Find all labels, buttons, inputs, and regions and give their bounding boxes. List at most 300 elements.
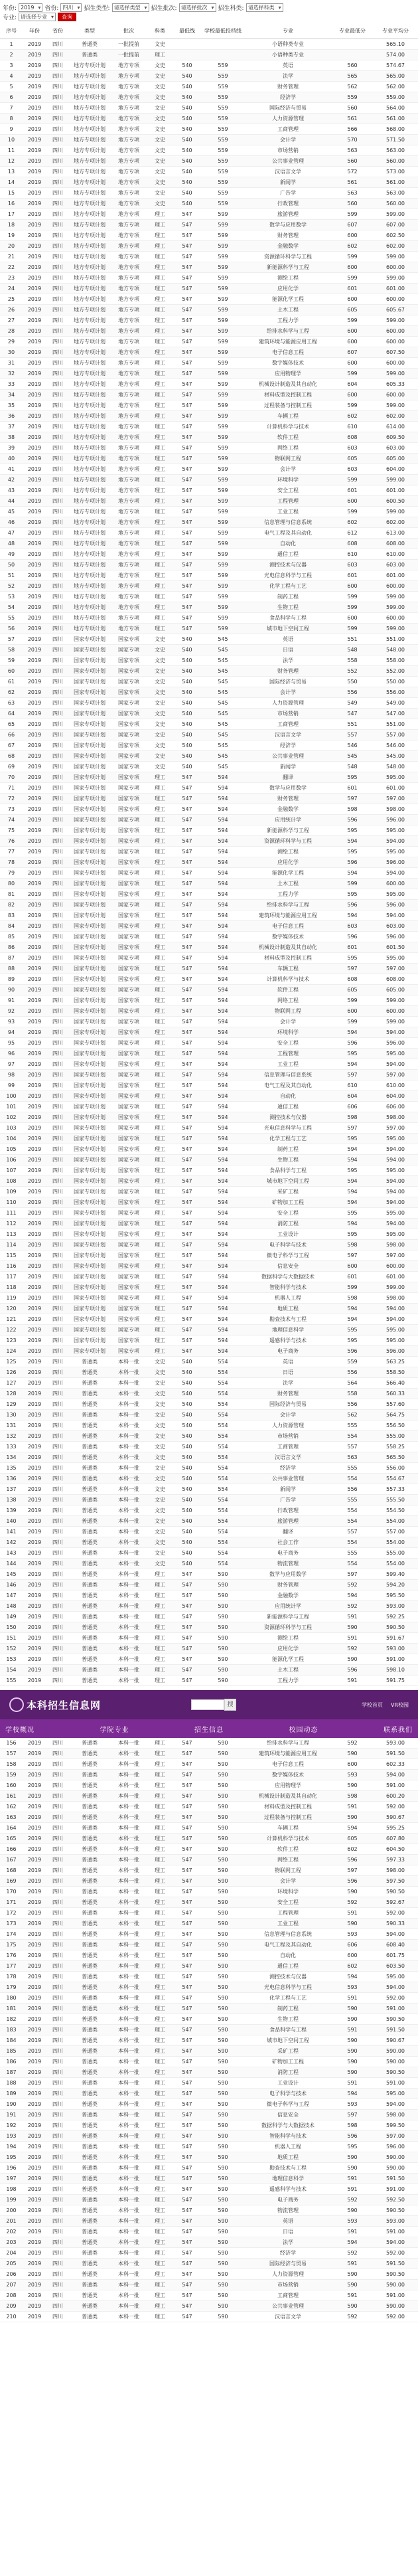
table-cell: 国家专项: [110, 1176, 147, 1187]
table-cell: 四川: [46, 2174, 69, 2184]
table-cell: 四川: [46, 879, 69, 889]
table-row: [0, 825, 418, 836]
table-cell: 国家专项计划: [69, 889, 110, 900]
table-cell: 149: [0, 1612, 23, 1622]
province-select[interactable]: 四川 ▾: [60, 3, 82, 12]
table-cell: 2019: [23, 135, 46, 145]
table-cell: 四川: [46, 1865, 69, 1876]
table-cell: 554.00: [373, 1516, 418, 1527]
table-cell: 140: [0, 1516, 23, 1527]
table-cell: 本科一批: [110, 2046, 147, 2057]
table-cell: 公共事业管理: [244, 2301, 332, 2312]
table-cell: 107: [0, 1165, 23, 1176]
nav-item-majors[interactable]: 学院专业: [100, 1726, 129, 1734]
table-cell: 2019: [23, 2227, 46, 2237]
table-cell: 590: [332, 2280, 373, 2290]
table-cell: 602: [332, 1961, 373, 1972]
table-cell: 554: [202, 1367, 244, 1378]
table-cell: 普通类: [69, 2046, 110, 2057]
table-cell: [202, 50, 244, 60]
table-cell: 3: [0, 60, 23, 71]
table-cell: 理工: [147, 1770, 173, 1780]
table-cell: 590: [202, 2004, 244, 2014]
table-cell: 599: [202, 315, 244, 326]
table-cell: 理工: [147, 2163, 173, 2174]
table-row: [0, 1654, 418, 1665]
table-cell: 2019: [23, 1038, 46, 1049]
table-cell: 文史: [147, 655, 173, 666]
table-cell: 2019: [23, 1791, 46, 1802]
table-cell: 广告学: [244, 1495, 332, 1505]
table-cell: 本科一批: [110, 2004, 147, 2014]
table-cell: 四川: [46, 2163, 69, 2174]
table-cell: 理工: [147, 209, 173, 220]
table-cell: 590: [202, 2248, 244, 2259]
table-cell: 594: [202, 1250, 244, 1261]
table-cell: 软件工程: [244, 432, 332, 443]
table-cell: 565.00: [373, 71, 418, 82]
table-cell: 556.00: [373, 687, 418, 698]
table-cell: 财务管理: [244, 794, 332, 804]
table-cell: 地方专项: [110, 199, 147, 209]
table-cell: 地方专项计划: [69, 475, 110, 485]
table-cell: 604: [332, 1091, 373, 1102]
table-cell: 地方专项: [110, 369, 147, 379]
table-cell: 77: [0, 847, 23, 857]
table-cell: 554: [202, 1474, 244, 1484]
table-cell: 94: [0, 1027, 23, 1038]
table-cell: 95: [0, 1038, 23, 1049]
table-row: [0, 71, 418, 82]
table-cell: 理工: [147, 454, 173, 464]
table-cell: 理工: [147, 1834, 173, 1844]
table-cell: 2019: [23, 252, 46, 262]
table-cell: 614.00: [373, 422, 418, 432]
table-cell: 光电信息科学与工程: [244, 570, 332, 581]
table-cell: 理工: [147, 570, 173, 581]
table-cell: 547: [173, 1325, 202, 1335]
table-cell: 111: [0, 1208, 23, 1219]
table-cell: 土木工程: [244, 1665, 332, 1675]
table-cell: 547: [173, 422, 202, 432]
table-cell: 84: [0, 921, 23, 932]
table-cell: 566: [332, 124, 373, 135]
table-cell: 547: [173, 1346, 202, 1357]
table-row: [0, 879, 418, 889]
table-cell: 理工: [147, 2290, 173, 2301]
table-cell: 理工: [147, 1229, 173, 1240]
table-cell: 本科一批: [110, 1495, 147, 1505]
table-cell: 600: [332, 326, 373, 337]
table-cell: 本科一批: [110, 1633, 147, 1644]
table-cell: 四川: [46, 613, 69, 624]
table-cell: 547: [173, 2195, 202, 2205]
nav-item-admissions[interactable]: 招生信息: [194, 1726, 224, 1734]
table-cell: 559: [202, 114, 244, 124]
table-cell: 国家专项计划: [69, 1293, 110, 1304]
table-cell: 109: [0, 1187, 23, 1197]
table-cell: 599: [202, 411, 244, 422]
table-cell: 2019: [23, 995, 46, 1006]
table-cell: 552: [332, 666, 373, 677]
table-cell: 68: [0, 751, 23, 762]
table-cell: 普通类: [69, 1516, 110, 1527]
table-cell: 地方专项计划: [69, 209, 110, 220]
table-row: [0, 847, 418, 857]
table-cell: 116: [0, 1261, 23, 1272]
table-cell: 547: [173, 2248, 202, 2259]
table-cell: 547: [173, 400, 202, 411]
nav-item-news[interactable]: 校园动态: [289, 1726, 318, 1734]
table-cell: 文史: [147, 645, 173, 655]
table-cell: 590: [202, 2152, 244, 2163]
table-cell: 四川: [46, 1335, 69, 1346]
table-cell: 四川: [46, 1420, 69, 1431]
table-cell: 597.00: [373, 1123, 418, 1134]
table-cell: 547: [173, 1187, 202, 1197]
table-cell: 地质工程: [244, 1304, 332, 1314]
table-cell: 594: [202, 995, 244, 1006]
table-cell: 590: [332, 2057, 373, 2067]
table-cell: 理工: [147, 1908, 173, 1919]
table-cell: 590: [332, 2205, 373, 2216]
table-row: [0, 613, 418, 624]
table-cell: 540: [173, 1474, 202, 1484]
table-cell: 普通类: [69, 1791, 110, 1802]
link-vr[interactable]: VR校园: [390, 1701, 409, 1708]
table-cell: 595.00: [373, 889, 418, 900]
table-cell: 四川: [46, 1972, 69, 1982]
table-cell: 602: [332, 241, 373, 252]
table-cell: 工程力学: [244, 315, 332, 326]
table-cell: 人力资源管理: [244, 698, 332, 709]
table-cell: 四川: [46, 230, 69, 241]
table-cell: 52: [0, 581, 23, 592]
table-cell: 590: [202, 1622, 244, 1633]
table-cell: 560: [332, 60, 373, 71]
header-search-button[interactable]: 搜: [224, 1699, 236, 1711]
table-cell: 国家专项: [110, 1102, 147, 1112]
table-cell: 理工: [147, 2035, 173, 2046]
table-cell: 普通类: [69, 2174, 110, 2184]
nav-item-contact[interactable]: 联系我们: [383, 1726, 413, 1734]
table-cell: 547: [173, 369, 202, 379]
table-cell: 2019: [23, 1070, 46, 1080]
table-cell: 2019: [23, 1495, 46, 1505]
table-cell: 562.00: [373, 82, 418, 92]
table-row: [0, 2152, 418, 2163]
table-cell: 604: [332, 379, 373, 390]
table-cell: 2019: [23, 2110, 46, 2120]
table-cell: 144: [0, 1559, 23, 1569]
table-cell: 2019: [23, 92, 46, 103]
table-cell: 599: [202, 443, 244, 454]
table-cell: 559.00: [373, 92, 418, 103]
table-cell: 598.00: [373, 1293, 418, 1304]
table-cell: 智能科学与技术: [244, 1282, 332, 1293]
table-cell: 四川: [46, 2248, 69, 2259]
table-cell: 文史: [147, 92, 173, 103]
table-cell: 国家专项计划: [69, 974, 110, 985]
table-cell: 2019: [23, 1474, 46, 1484]
table-cell: 572: [332, 167, 373, 177]
table-cell: 2019: [23, 1780, 46, 1791]
table-cell: 国家专项: [110, 794, 147, 804]
table-cell: 547: [173, 1855, 202, 1865]
table-row: [0, 1272, 418, 1282]
table-cell: 四川: [46, 1187, 69, 1197]
table-cell: 2019: [23, 464, 46, 475]
table-cell: 547: [173, 2216, 202, 2227]
table-cell: 建筑环境与能源应用工程: [244, 910, 332, 921]
table-cell: 547: [173, 2099, 202, 2110]
table-cell: 化学工程与工艺: [244, 581, 332, 592]
table-cell: 四川: [46, 103, 69, 114]
table-cell: 理工: [147, 794, 173, 804]
table-cell: 591: [332, 2078, 373, 2089]
table-cell: 594: [332, 1059, 373, 1070]
batch-select[interactable]: 请选择批次 ▾: [179, 3, 216, 12]
table-cell: 国家专项: [110, 1208, 147, 1219]
table-cell: 国家专项: [110, 964, 147, 974]
table-cell: 594: [332, 836, 373, 847]
table-cell: 210: [0, 2312, 23, 2322]
table-cell: 普通类: [69, 1484, 110, 1495]
table-row: [0, 1812, 418, 1823]
table-cell: 四川: [46, 560, 69, 570]
table-cell: 596.00: [373, 857, 418, 868]
table-cell: 地方专项: [110, 475, 147, 485]
subject-select[interactable]: 请选择科类 ▾: [246, 3, 283, 12]
table-cell: 四川: [46, 517, 69, 528]
table-cell: 四川: [46, 2237, 69, 2248]
table-cell: 四川: [46, 2216, 69, 2227]
table-cell: 591.50: [373, 1749, 418, 1759]
column-header: 类型: [69, 23, 110, 39]
table-cell: 157: [0, 1749, 23, 1759]
table-cell: 590: [202, 2110, 244, 2120]
table-cell: 4: [0, 71, 23, 82]
table-cell: 601.00: [373, 485, 418, 496]
table-cell: 554: [202, 1389, 244, 1399]
table-cell: 理工: [147, 1982, 173, 1993]
table-cell: 562: [332, 82, 373, 92]
table-cell: 590: [202, 2078, 244, 2089]
header-search-input[interactable]: [191, 1699, 224, 1710]
table-cell: 四川: [46, 1250, 69, 1261]
table-cell: 592.67: [373, 1897, 418, 1908]
table-cell: 新闻学: [244, 1484, 332, 1495]
table-cell: 547: [173, 464, 202, 475]
table-cell: 四川: [46, 92, 69, 103]
table-cell: 普通类: [69, 2280, 110, 2290]
table-cell: 590: [332, 2067, 373, 2078]
table-cell: 理工: [147, 1823, 173, 1834]
table-cell: 国家专项: [110, 719, 147, 730]
table-cell: 国家专项计划: [69, 1346, 110, 1357]
table-cell: 601: [332, 284, 373, 294]
table-row: [0, 241, 418, 252]
table-cell: 普通类: [69, 1389, 110, 1399]
table-cell: 理工: [147, 2142, 173, 2152]
table-cell: 四川: [46, 2014, 69, 2025]
table-cell: 本科一批: [110, 1601, 147, 1612]
table-cell: 生物工程: [244, 1155, 332, 1165]
table-cell: 557: [332, 1527, 373, 1537]
table-cell: 600.00: [373, 390, 418, 400]
link-home[interactable]: 学校首页: [361, 1701, 383, 1708]
table-cell: 590: [202, 1675, 244, 1686]
table-cell: 普通类: [69, 1823, 110, 1834]
table-cell: 理工: [147, 783, 173, 794]
table-cell: 四川: [46, 1017, 69, 1027]
table-cell: 548: [332, 762, 373, 772]
table-cell: 理工: [147, 1176, 173, 1187]
table-cell: 理工: [147, 517, 173, 528]
table-cell: 四川: [46, 762, 69, 772]
table-cell: 四川: [46, 2227, 69, 2237]
table-cell: 151: [0, 1633, 23, 1644]
table-cell: 地方专项计划: [69, 262, 110, 273]
table-cell: 地方专项: [110, 167, 147, 177]
table-cell: 10: [0, 135, 23, 145]
table-cell: 599.00: [373, 1282, 418, 1293]
table-cell: 四川: [46, 1144, 69, 1155]
table-cell: 本科一批: [110, 2174, 147, 2184]
table-cell: 2019: [23, 1325, 46, 1335]
table-cell: 547: [173, 454, 202, 464]
table-cell: 2019: [23, 114, 46, 124]
table-cell: 594: [332, 1027, 373, 1038]
table-cell: 地方专项: [110, 624, 147, 634]
table-cell: 城市地下空间工程: [244, 624, 332, 634]
table-cell: 四川: [46, 634, 69, 645]
table-cell: 547: [173, 1675, 202, 1686]
major-select[interactable]: 请选择专业 ▾: [19, 13, 56, 21]
table-cell: 食品科学与工程: [244, 2025, 332, 2035]
table-row: [0, 1908, 418, 1919]
table-cell: 601.00: [373, 284, 418, 294]
table-row: [0, 1197, 418, 1208]
table-cell: 609.50: [373, 432, 418, 443]
table-cell: 文史: [147, 1367, 173, 1378]
table-cell: 564.75: [373, 1410, 418, 1420]
table-cell: 2019: [23, 1208, 46, 1219]
table-cell: 2019: [23, 1420, 46, 1431]
table-cell: 四川: [46, 114, 69, 124]
table-cell: 四川: [46, 1112, 69, 1123]
table-cell: 国家专项计划: [69, 953, 110, 964]
table-row: [0, 1834, 418, 1844]
score-table-part-2: [0, 1738, 418, 2322]
table-cell: 547: [173, 2280, 202, 2290]
table-cell: 547: [173, 252, 202, 262]
table-cell: 2019: [23, 294, 46, 305]
table-cell: 四川: [46, 687, 69, 698]
table-cell: 四川: [46, 1908, 69, 1919]
table-cell: 普通类: [69, 39, 110, 50]
table-cell: 四川: [46, 1612, 69, 1622]
table-cell: 547: [173, 1897, 202, 1908]
table-cell: 地方专项: [110, 82, 147, 92]
table-row: [0, 517, 418, 528]
table-cell: 地方专项计划: [69, 517, 110, 528]
table-cell: 本科一批: [110, 1919, 147, 1929]
table-row: [0, 624, 418, 634]
type-select[interactable]: 请选择类型 ▾: [112, 3, 149, 12]
table-cell: 本科一批: [110, 2227, 147, 2237]
table-cell: 文史: [147, 188, 173, 199]
table-cell: 607.00: [373, 220, 418, 230]
table-cell: 文史: [147, 762, 173, 772]
table-cell: 594.00: [373, 2099, 418, 2110]
table-cell: 地方专项: [110, 315, 147, 326]
table-cell: 597.00: [373, 1070, 418, 1080]
table-body-b: [0, 1738, 418, 2322]
nav-item-about[interactable]: 学校概况: [5, 1726, 35, 1734]
table-cell: 547: [173, 857, 202, 868]
table-row: [0, 1389, 418, 1399]
table-cell: 理工: [147, 910, 173, 921]
table-cell: 国家专项: [110, 762, 147, 772]
table-cell: 四川: [46, 1644, 69, 1654]
table-row: [0, 1791, 418, 1802]
table-row: [0, 2120, 418, 2131]
table-row: [0, 1346, 418, 1357]
table-cell: 603: [332, 443, 373, 454]
table-cell: 四川: [46, 1601, 69, 1612]
table-cell: 39: [0, 443, 23, 454]
table-cell: 财务管理: [244, 666, 332, 677]
table-cell: 594: [332, 1187, 373, 1197]
site-logo[interactable]: [9, 1697, 101, 1712]
table-cell: 599.00: [373, 1017, 418, 1027]
table-cell: 矿物加工工程: [244, 1197, 332, 1208]
table-cell: 556: [332, 687, 373, 698]
table-cell: 599.00: [373, 475, 418, 485]
table-cell: 601: [332, 570, 373, 581]
table-cell: 595.00: [373, 1335, 418, 1346]
table-cell: 145: [0, 1569, 23, 1580]
table-cell: 四川: [46, 262, 69, 273]
table-cell: 549: [332, 698, 373, 709]
table-cell: 590: [332, 1812, 373, 1823]
table-cell: 594: [202, 772, 244, 783]
table-cell: 559: [202, 167, 244, 177]
table-cell: 593: [332, 1982, 373, 1993]
year-select[interactable]: 2019 ▾: [19, 3, 42, 12]
table-cell: 四川: [46, 655, 69, 666]
table-cell: 文史: [147, 634, 173, 645]
table-cell: 理工: [147, 2014, 173, 2025]
table-cell: 国家专项计划: [69, 1240, 110, 1250]
table-cell: 地方专项: [110, 539, 147, 549]
table-cell: 547: [173, 624, 202, 634]
table-cell: 地方专项计划: [69, 241, 110, 252]
table-cell: 547: [173, 1612, 202, 1622]
table-cell: 547: [173, 1219, 202, 1229]
table-cell: 本科一批: [110, 1887, 147, 1897]
table-cell: 547: [173, 2290, 202, 2301]
table-cell: 540: [173, 634, 202, 645]
table-cell: 604.50: [373, 1844, 418, 1855]
table-cell: 国家专项: [110, 879, 147, 889]
table-cell: 普通类: [69, 2014, 110, 2025]
table-cell: 592.00: [373, 2312, 418, 2322]
query-button[interactable]: 查询: [58, 13, 76, 21]
table-cell: 智能科学与技术: [244, 2131, 332, 2142]
table-cell: 理工: [147, 1027, 173, 1038]
